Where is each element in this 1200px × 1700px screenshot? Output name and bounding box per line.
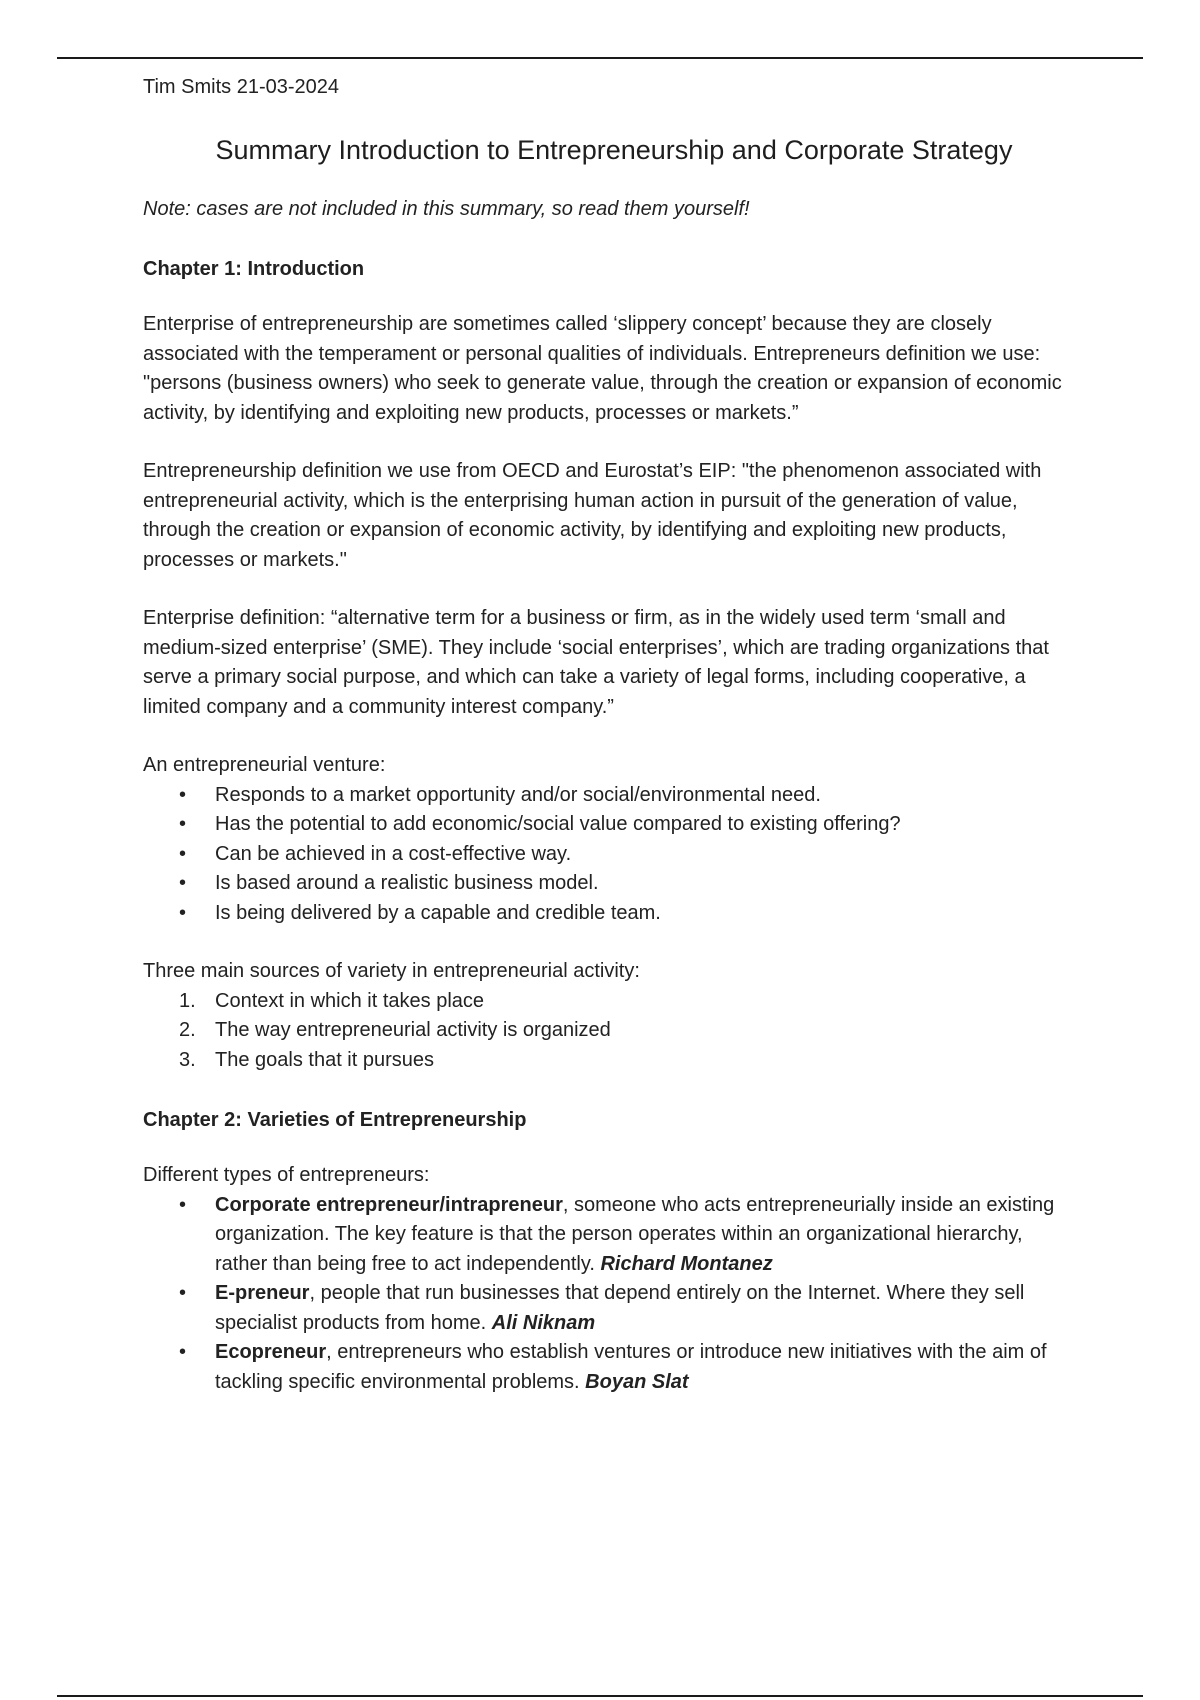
list-item: • Is being delivered by a capable and credible team. bbox=[143, 899, 1063, 929]
venture-list bbox=[143, 781, 1063, 929]
list-item: 3. The goals that it pursues bbox=[143, 1046, 1063, 1076]
list-item: • Corporate entrepreneur/intrapreneur, someone who acts entrepreneurially inside an existing organization. The key feature is that the person operates within an organizational hierarchy, rather than being free to act independently. Richard Montanez bbox=[143, 1191, 1063, 1280]
list-item: • Ecopreneur, entrepreneurs who establish ventures or introduce new initiatives with the aim of tackling specific environmental problems. Boyan Slat bbox=[143, 1338, 1063, 1397]
document-title: Summary Introduction to Entrepreneurship and Corporate Strategy bbox=[215, 135, 1013, 165]
venture-list-lead: An entrepreneurial venture: bbox=[143, 754, 386, 776]
sources-list bbox=[143, 987, 1063, 1076]
author-date: Tim Smits 21-03-2024 bbox=[143, 76, 339, 98]
chapter-1-heading: Chapter 1: Introduction bbox=[143, 258, 365, 280]
note: Note: cases are not included in this summary, so read them yourself! bbox=[143, 198, 750, 220]
list-item: 1. Context in which it takes place bbox=[143, 987, 1063, 1017]
document-page bbox=[143, 70, 1063, 1397]
entrepreneur-types-list bbox=[143, 1191, 1063, 1398]
list-item: • E-preneur, people that run businesses that depend entirely on the Internet. Where they sell specialist products from home. Ali Niknam bbox=[143, 1279, 1063, 1338]
sources-list-lead: Three main sources of variety in entrepreneurial activity: bbox=[143, 960, 640, 982]
type-term: E-preneur bbox=[215, 1282, 310, 1304]
paragraph-enterprise-definition: Enterprise definition: “alternative term for a business or firm, as in the widely used term ‘small and medium-sized enterprise’ (SME). They include ‘social enterprises’, which are trading organizations that serve a primary social purpose, and which can take a variety of legal forms, including cooperative, a limited company and a community interest company.” bbox=[143, 607, 1049, 718]
list-item: • Responds to a market opportunity and/or social/environmental need. bbox=[143, 781, 1063, 811]
paragraph-entrepreneurship-definition: Entrepreneurship definition we use from OECD and Eurostat’s EIP: "the phenomenon associated with entrepreneurial activity, which is the enterprising human action in pursuit of the generation of value, through the creation or expansion of economic activity, by identifying and exploiting new products, processes or markets." bbox=[143, 460, 1042, 571]
paragraph-entrepreneurs-definition: Enterprise of entrepreneurship are sometimes called ‘slippery concept’ because they are closely associated with the temperament or personal qualities of individuals. Entrepreneurs definition we use: "persons (business owners) who seek to generate value, through the creation or expansion of economic activity, by identifying and exploiting new products, processes or markets.” bbox=[143, 313, 1062, 424]
top-rule bbox=[57, 57, 1143, 59]
list-item: 2. The way entrepreneurial activity is organized bbox=[143, 1016, 1063, 1046]
list-number: 1. bbox=[179, 989, 196, 1012]
chapter-2-heading: Chapter 2: Varieties of Entrepreneurship bbox=[143, 1109, 527, 1131]
bottom-rule bbox=[57, 1695, 1143, 1697]
list-item: • Can be achieved in a cost-effective way. bbox=[143, 840, 1063, 870]
type-example: Richard Montanez bbox=[600, 1252, 773, 1275]
list-number: 3. bbox=[179, 1048, 196, 1071]
type-example: Ali Niknam bbox=[491, 1311, 596, 1334]
list-item: • Is based around a realistic business model. bbox=[143, 869, 1063, 899]
list-number: 2. bbox=[179, 1019, 196, 1041]
type-term: Ecopreneur bbox=[215, 1341, 327, 1363]
type-term: Corporate entrepreneur/intrapreneur bbox=[215, 1193, 563, 1216]
type-example: Boyan Slat bbox=[585, 1370, 689, 1393]
types-list-lead: Different types of entrepreneurs: bbox=[143, 1164, 430, 1186]
list-item: • Has the potential to add economic/social value compared to existing offering? bbox=[143, 810, 1063, 840]
